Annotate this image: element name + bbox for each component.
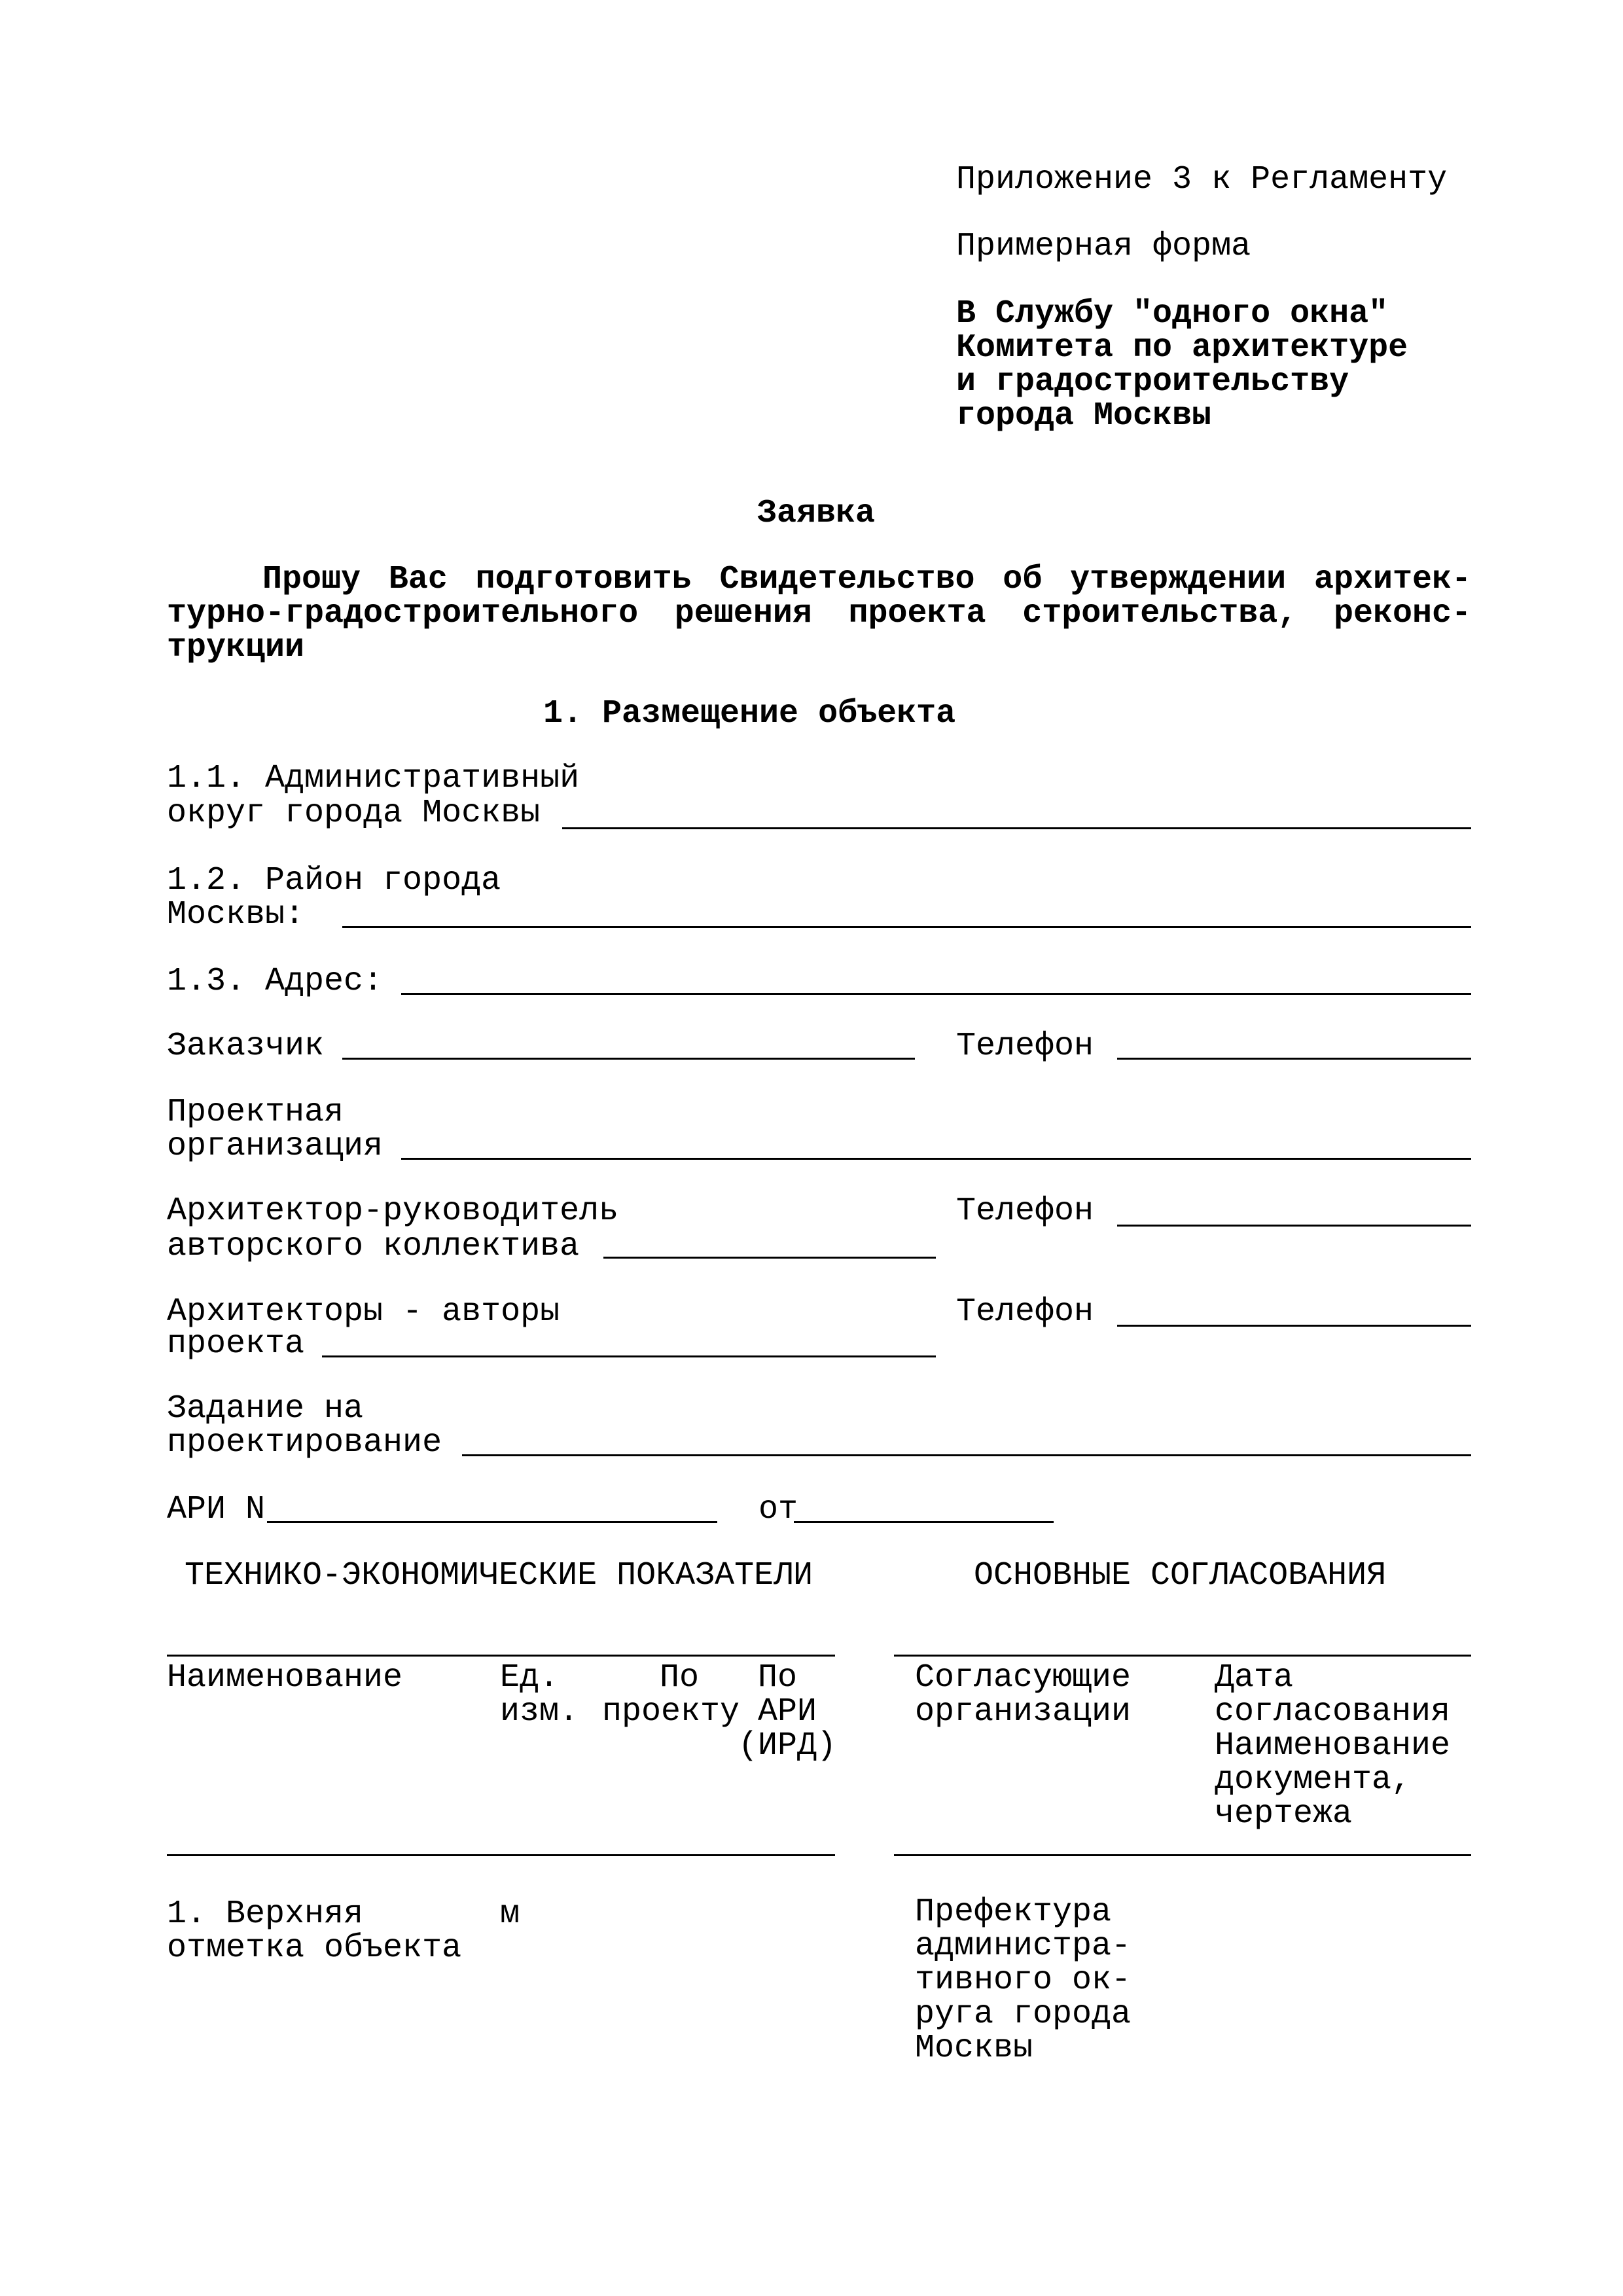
ari-number-input-line[interactable]	[267, 1521, 717, 1523]
tech-table-top-rule	[167, 1655, 835, 1657]
table-row	[167, 1897, 461, 1965]
customer-label: Заказчик	[167, 1028, 325, 1065]
ari-date-label: от	[758, 1491, 798, 1528]
addressee-line: и градостроительству	[956, 363, 1349, 401]
row-org: руга города	[915, 1996, 1132, 2033]
header-line: проекту	[602, 1693, 740, 1731]
row-name: 1. Верхняя	[167, 1895, 364, 1933]
row-org: тивного ок-	[915, 1962, 1132, 1999]
addressee-block	[956, 297, 1408, 433]
district-label-2: округ города Москвы	[167, 795, 541, 832]
chief-architect-phone-label: Телефон	[956, 1193, 1094, 1230]
ari-date-input-line[interactable]	[794, 1521, 1054, 1523]
design-org-input-line[interactable]	[401, 1158, 1471, 1160]
addressee-line: Комитета по архитектуре	[956, 329, 1408, 367]
design-org-label-2: организация	[167, 1128, 383, 1165]
row-unit: м	[500, 1895, 520, 1933]
header-line: АРИ	[758, 1693, 817, 1731]
customer-phone-label: Телефон	[956, 1028, 1094, 1065]
addressee-line: В Службу "одного окна"	[956, 295, 1389, 332]
header-line: изм.	[500, 1693, 579, 1731]
architects-phone-label: Телефон	[956, 1293, 1094, 1331]
approvals-table-top-rule	[894, 1655, 1471, 1657]
chief-architect-phone-input-line[interactable]	[1117, 1225, 1471, 1227]
architects-input-line[interactable]	[322, 1355, 936, 1357]
district-label: 1.1. Административный	[167, 760, 580, 797]
header-line: документа,	[1215, 1761, 1412, 1799]
approvals-header-orgs	[915, 1661, 1131, 1729]
approvals-table-header-rule	[894, 1854, 1471, 1856]
header-line: (ИРД)	[738, 1727, 837, 1765]
row-org: Префектура	[915, 1893, 1112, 1931]
header-line: Дата	[1215, 1659, 1294, 1696]
tech-table-title: ТЕХНИКО-ЭКОНОМИЧЕСКИЕ ПОКАЗАТЕЛИ	[185, 1557, 813, 1594]
ari-number-label: АРИ N	[167, 1491, 266, 1528]
area-label: 1.2. Район города	[167, 862, 501, 899]
tech-header-by-ari	[738, 1661, 836, 1763]
request-line: трукции	[167, 629, 305, 666]
district-input-line[interactable]	[562, 827, 1471, 829]
design-org-label: Проектная	[167, 1094, 344, 1131]
header-line: Согласующие	[915, 1659, 1132, 1696]
header-line: По	[659, 1659, 699, 1696]
section-title: 1. Размещение объекта	[543, 695, 956, 732]
form-type-label: Примерная форма	[956, 228, 1251, 265]
design-task-label-2: проектирование	[167, 1424, 442, 1462]
chief-architect-label: Архитектор-руководитель	[167, 1193, 619, 1230]
architects-label: Архитекторы - авторы	[167, 1293, 560, 1331]
tech-table-header-rule	[167, 1854, 835, 1856]
header-line: Наименование	[1215, 1727, 1451, 1765]
design-task-input-line[interactable]	[462, 1454, 1471, 1456]
document-title: Заявка	[757, 495, 876, 532]
architects-phone-input-line[interactable]	[1117, 1325, 1471, 1327]
design-task-label: Задание на	[167, 1390, 364, 1427]
row-org: Москвы	[915, 2030, 1033, 2067]
addressee-line: города Москвы	[956, 397, 1212, 435]
address-label: 1.3. Адрес:	[167, 963, 383, 1000]
area-label-2: Москвы:	[167, 896, 305, 933]
header-line: чертежа	[1215, 1795, 1353, 1833]
request-paragraph	[167, 563, 1471, 665]
tech-header-by-project	[602, 1661, 740, 1729]
row-name: отметка объекта	[167, 1929, 462, 1967]
address-input-line[interactable]	[401, 993, 1471, 995]
chief-architect-input-line[interactable]	[603, 1257, 936, 1259]
row-org: администра-	[915, 1928, 1132, 1965]
header-line: Ед.	[500, 1659, 560, 1696]
approvals-table-title: ОСНОВНЫЕ СОГЛАСОВАНИЯ	[974, 1557, 1387, 1594]
request-line: Прошу Вас подготовить Свидетельство об утверждении архитек-	[262, 561, 1471, 598]
tech-header-unit	[500, 1661, 579, 1729]
header-line: согласования	[1215, 1693, 1451, 1731]
customer-input-line[interactable]	[342, 1058, 915, 1060]
architects-label-2: проекта	[167, 1325, 305, 1363]
area-input-line[interactable]	[342, 926, 1471, 928]
request-line: турно-градостроительного решения проекта строительства, реконс-	[167, 595, 1471, 632]
customer-phone-input-line[interactable]	[1117, 1058, 1471, 1060]
appendix-label: Приложение 3 к Регламенту	[956, 161, 1448, 198]
table-row	[915, 1895, 1131, 2066]
header-line: По	[758, 1659, 798, 1696]
header-line: организации	[915, 1693, 1132, 1731]
tech-header-name: Наименование	[167, 1659, 403, 1696]
chief-architect-label-2: авторского коллектива	[167, 1228, 580, 1265]
approvals-header-date-doc	[1215, 1661, 1450, 1831]
